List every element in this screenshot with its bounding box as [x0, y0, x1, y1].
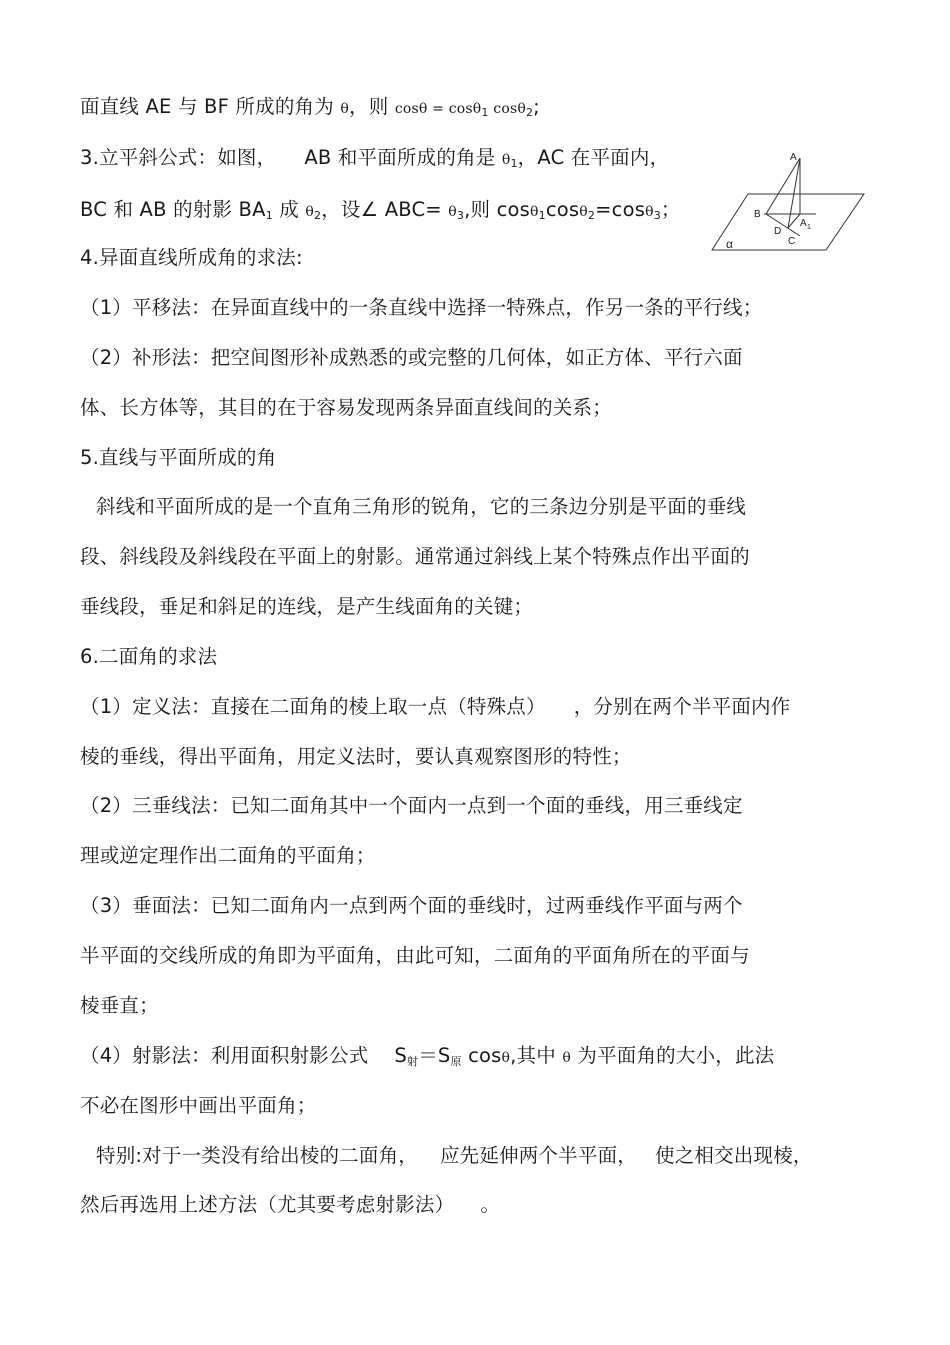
subscript: 1 — [481, 106, 489, 119]
text-segment: cos — [461, 1044, 502, 1067]
label-d: D — [774, 226, 782, 237]
text-segment: 特别:对于一类没有给出棱的二面角， — [96, 1144, 418, 1167]
text-line-16: 理或逆定理作出二面角的平面角； — [80, 844, 376, 867]
text-line-11: 垂线段，垂足和斜足的连线，是产生线面角的关键； — [80, 595, 534, 618]
text-segment: =cos — [595, 198, 646, 221]
theta-symbol: θ — [340, 101, 349, 117]
subscript: 1 — [265, 209, 273, 222]
text-segment: （1）定义法：直接在二面角的棱上取一点（特殊点） — [80, 695, 546, 718]
subscript: 3 — [456, 209, 465, 222]
label-a1-sub: 1 — [807, 224, 811, 231]
theta-symbol: θ — [448, 204, 457, 220]
text-line-19: 棱垂直； — [80, 994, 159, 1017]
text-segment: BC 和 AB 的射影 BA — [80, 198, 266, 221]
text-segment: 。 — [480, 1193, 501, 1216]
text-segment: ，分别在两个半平面内作 — [573, 695, 791, 718]
subscript: 2 — [525, 106, 534, 119]
text-segment: ，AC 在平面内， — [517, 146, 670, 169]
text-line-22 — [96, 1143, 813, 1169]
text-line-15: （2）三垂线法：已知二面角其中一个面内一点到一个面的垂线，用三垂线定 — [80, 794, 743, 817]
text-segment: 成 — [272, 198, 306, 221]
text-segment: 为平面角的大小，此法 — [570, 1044, 775, 1067]
subscript: 2 — [314, 209, 322, 222]
text-line-18: 半平面的交线所成的角即为平面角，由此可知，二面角的平面角所在的平面与 — [80, 944, 750, 967]
line-bc — [766, 214, 800, 236]
label-a1: A — [800, 218, 807, 229]
text-segment: 使之相交出现棱， — [655, 1144, 813, 1167]
heading-5: 5.直线与平面所成的角 — [80, 446, 277, 469]
heading-4: 4.异面直线所成角的求法: — [80, 246, 303, 269]
text-line-9: 斜线和平面所成的是一个直角三角形的锐角，它的三条边分别是平面的垂线 — [96, 495, 747, 518]
text-line-14: 棱的垂线，得出平面角，用定义法时，要认真观察图形的特性； — [80, 745, 632, 768]
label-c: C — [788, 236, 796, 247]
theta-symbol: θ — [645, 204, 654, 220]
text-segment: 应先延伸两个半平面， — [439, 1144, 637, 1167]
text-segment: 3.立平斜公式：如图， — [80, 146, 277, 169]
heading-6: 6.二面角的求法 — [80, 645, 218, 668]
text-line-10: 段、斜线段及斜线段在平面上的射影。通常通过斜线上某个特殊点作出平面的 — [80, 545, 750, 568]
text-segment: ＝S — [418, 1044, 451, 1067]
text-line-7: 体、长方体等，其目的在于容易发现两条异面直线间的关系； — [80, 396, 612, 419]
text-segment: ,则 cos — [464, 198, 531, 221]
text-line-3 — [80, 197, 681, 225]
text-segment: ，设∠ ABC= — [321, 198, 449, 221]
subscript: 3 — [653, 209, 661, 222]
theta-symbol: θ — [501, 152, 511, 168]
text-segment: ，则 — [349, 95, 395, 118]
text-segment: 然后再选用上述方法（尤其要考虑射影法） — [80, 1193, 455, 1216]
text-line-6: （2）补形法：把空间图形补成熟悉的或完整的几何体，如正方体、平行六面 — [80, 346, 743, 369]
subscript: 射 — [407, 1055, 419, 1068]
text-line-2 — [80, 145, 669, 173]
label-alpha: α — [726, 237, 733, 251]
text-segment: S — [394, 1044, 407, 1067]
text-segment: ,其中 — [510, 1044, 563, 1067]
theta-symbol: θ — [579, 204, 588, 220]
text-line-21: 不必在图形中画出平面角； — [80, 1094, 317, 1117]
subscript: 1 — [538, 209, 546, 222]
theta-symbol: θ — [305, 204, 315, 220]
subscript: 1 — [510, 157, 518, 170]
subscript: 2 — [587, 209, 596, 222]
label-b: B — [754, 209, 761, 220]
label-a: A — [790, 152, 797, 163]
text-line-13 — [80, 694, 790, 720]
text-segment: ; — [533, 95, 540, 118]
text-line-5: （1）平移法：在异面直线中的一条直线中选择一特殊点，作另一条的平行线； — [80, 296, 763, 319]
theta-symbol: θ — [501, 1050, 511, 1066]
text-segment: ； — [660, 198, 681, 221]
formula-part: cosθ = cosθ — [394, 101, 482, 117]
formula-part: cosθ — [488, 101, 526, 117]
text-segment: （4）射影法：利用面积射影公式 — [80, 1044, 369, 1067]
theta-symbol: θ — [530, 204, 539, 220]
text-segment: 面直线 AE 与 BF 所成的角为 — [80, 95, 341, 118]
text-line-23 — [80, 1192, 500, 1218]
text-line-17: （3）垂面法：已知二面角内一点到两个面的垂线时，过两垂线作平面与两个 — [80, 894, 743, 917]
text-segment: cos — [545, 198, 580, 221]
geometry-figure — [708, 150, 868, 252]
text-segment: AB 和平面所成的角是 — [304, 146, 502, 169]
subscript: 原 — [450, 1055, 462, 1068]
text-line-1 — [80, 94, 540, 122]
text-line-20 — [80, 1043, 774, 1071]
theta-symbol: θ — [562, 1050, 571, 1066]
